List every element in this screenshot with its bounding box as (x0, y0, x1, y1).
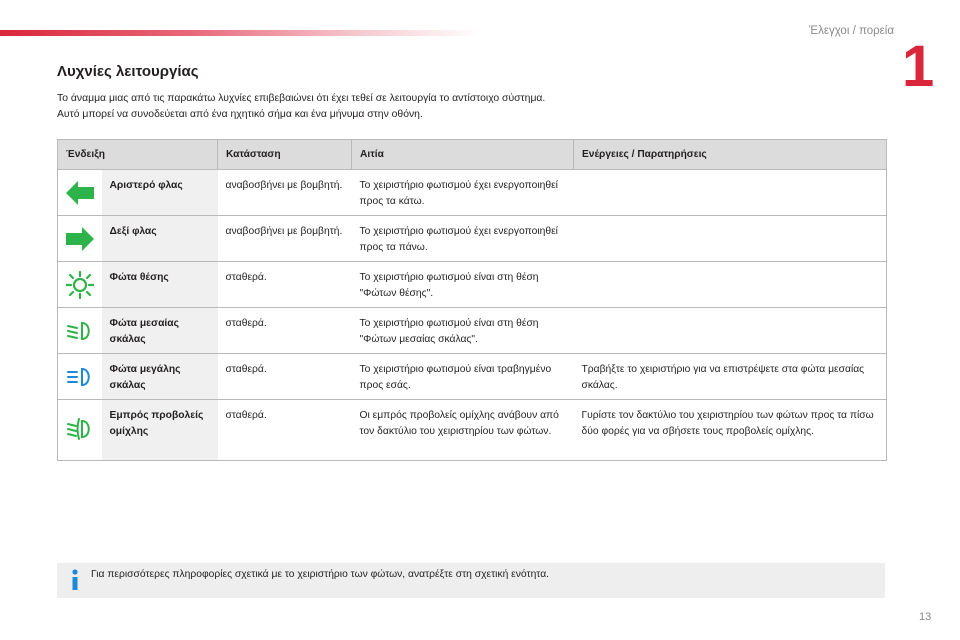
column-header-status: Κατάσταση (218, 140, 352, 170)
lamp-action: Τραβήξτε το χειριστήριο για να επιστρέψετε στα φώτα μεσαίας σκάλας. (574, 354, 887, 400)
dipped-beam-icon (58, 308, 102, 354)
intro-text (57, 91, 857, 123)
right-arrow-icon (58, 216, 102, 262)
lamp-status: σταθερά. (218, 262, 352, 308)
page-title: Λυχνίες λειτουργίας (57, 63, 199, 80)
lamp-cause: Το χειριστήριο φωτισμού είναι στη θέση "Φώτων μεσαίας σκάλας". (352, 308, 574, 354)
header-accent-bar (0, 30, 480, 36)
lamp-name: Φώτα θέσης (102, 262, 218, 308)
column-header-indicator: Ένδειξη (58, 140, 218, 170)
lamp-cause: Το χειριστήριο φωτισμού είναι τραβηγμένο προς εσάς. (352, 354, 574, 400)
intro-line-1: Το άναμμα μιας από τις παρακάτω λυχνίες επιβεβαιώνει ότι έχει τεθεί σε λειτουργία το αντίστοιχο σύστημα. (57, 93, 546, 104)
section-title: Έλεγχοι / πορεία (809, 25, 894, 37)
warning-lamps-table (57, 139, 887, 461)
lamp-name: Αριστερό φλας (102, 170, 218, 216)
lamp-status: αναβοσβήνει με βομβητή. (218, 170, 352, 216)
lamp-action: Γυρίστε τον δακτύλιο του χειριστηρίου των φώτων προς τα πίσω δύο φορές για να σβήσετε τους προβολείς ομίχλης. (574, 400, 887, 461)
table-row (58, 354, 887, 400)
lamp-cause: Το χειριστήριο φωτισμού έχει ενεργοποιηθεί προς τα πάνω. (352, 216, 574, 262)
main-beam-icon (58, 354, 102, 400)
table-row (58, 170, 887, 216)
lamp-name: Δεξί φλας (102, 216, 218, 262)
lamp-action (574, 216, 887, 262)
lamp-cause: Οι εμπρός προβολείς ομίχλης ανάβουν από τον δακτύλιο του χειριστηρίου των φώτων. (352, 400, 574, 461)
info-icon (68, 568, 82, 597)
front-fog-lamps-icon (58, 400, 102, 461)
lamp-cause: Το χειριστήριο φωτισμού είναι στη θέση "Φώτων θέσης". (352, 262, 574, 308)
side-lights-icon (58, 262, 102, 308)
lamp-action (574, 308, 887, 354)
lamp-name: Φώτα μεσαίας σκάλας (102, 308, 218, 354)
table-header-row (58, 140, 887, 170)
lamp-action (574, 262, 887, 308)
info-note (57, 563, 885, 598)
table-row (58, 308, 887, 354)
info-text: Για περισσότερες πληροφορίες σχετικά με το χειριστήριο των φώτων, ανατρέξτε στη σχετική ενότητα. (91, 569, 550, 580)
lamp-action (574, 170, 887, 216)
lamp-status: αναβοσβήνει με βομβητή. (218, 216, 352, 262)
column-header-actions: Ενέργειες / Παρατηρήσεις (574, 140, 887, 170)
table-row (58, 216, 887, 262)
lamp-status: σταθερά. (218, 400, 352, 461)
lamp-name: Φώτα μεγάλης σκάλας (102, 354, 218, 400)
intro-line-2: Αυτό μπορεί να συνοδεύεται από ένα ηχητικό σήμα και ένα μήνυμα στην οθόνη. (57, 109, 423, 120)
table-row (58, 400, 887, 461)
page-number: 13 (919, 611, 932, 623)
lamp-status: σταθερά. (218, 354, 352, 400)
lamp-cause: Το χειριστήριο φωτισμού έχει ενεργοποιηθεί προς τα κάτω. (352, 170, 574, 216)
lamp-name: Εμπρός προβολείς ομίχλης (102, 400, 218, 461)
table-row (58, 262, 887, 308)
column-header-cause: Αιτία (352, 140, 574, 170)
chapter-number: 1 (902, 34, 935, 99)
lamp-status: σταθερά. (218, 308, 352, 354)
left-arrow-icon (58, 170, 102, 216)
